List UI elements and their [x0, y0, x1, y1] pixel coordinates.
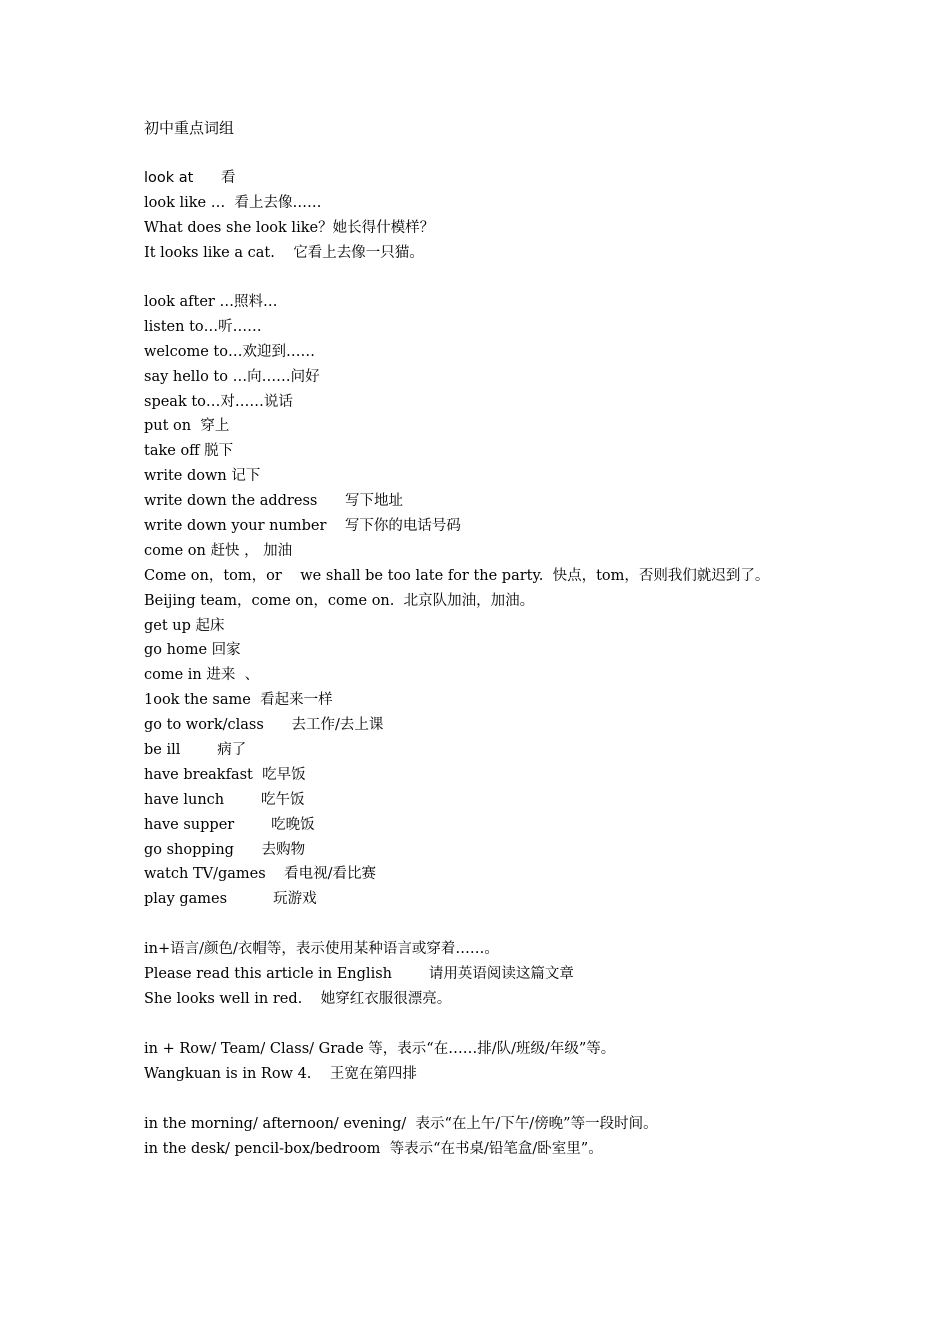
- phrase-line: look at 看: [144, 170, 236, 186]
- phrase-line: have supper 吃晚饭: [144, 816, 315, 833]
- phrase-line: write down 记下: [144, 468, 261, 485]
- phrase-line: have breakfast 吃早饭: [144, 766, 306, 783]
- phrase-group-in-time-place: [144, 1112, 658, 1162]
- phrase-line: come on 赶快 ， 加油: [144, 542, 293, 559]
- phrase-line: What does she look like？她长得什模样？: [144, 219, 435, 236]
- phrase-line: write down the address 写下地址: [144, 493, 403, 510]
- phrase-line: Come on，tom，or we shall be too late for the party. 快点，tom，否则我们就迟到了。: [144, 567, 770, 584]
- phrase-line: welcome to…欢迎到……: [144, 343, 315, 360]
- page-title: 初中重点词组: [144, 119, 235, 137]
- phrase-group-look: [144, 166, 434, 266]
- phrase-line: look after …照料…: [144, 294, 278, 310]
- phrase-line: speak to…对……说话: [144, 393, 293, 410]
- phrase-group-verbs: [144, 290, 769, 912]
- phrase-line: look like … 看上去像……: [144, 194, 322, 211]
- phrase-line: in the morning/ afternoon/ evening/ 表示“在上午/下午/傍晚”等一段时间。: [144, 1116, 658, 1132]
- phrase-line: write down your number 写下你的电话号码: [144, 518, 461, 535]
- phrase-line: go home 回家: [144, 642, 241, 659]
- phrase-line: Please read this article in English 请用英语阅读这篇文章: [144, 965, 574, 982]
- phrase-line: 1ook the same 看起来一样: [144, 692, 333, 709]
- phrase-line: Wangkuan is in Row 4. 王宽在第四排: [144, 1065, 417, 1082]
- phrase-line: play games 玩游戏: [144, 891, 317, 908]
- phrase-line: in+语言/颜色/衣帽等，表示使用某种语言或穿着……。: [144, 941, 499, 957]
- phrase-line: Beijing team，come on，come on. 北京队加油，加油。: [144, 592, 535, 609]
- phrase-line: in + Row/ Team/ Class/ Grade 等，表示“在……排/队/班级/年级”等。: [144, 1041, 616, 1057]
- phrase-line: take off 脱下: [144, 443, 234, 460]
- phrase-line: go to work/class 去工作/去上课: [144, 717, 384, 734]
- phrase-line: listen to…听……: [144, 318, 262, 335]
- phrase-line: watch TV/games 看电视/看比赛: [144, 866, 376, 883]
- phrase-line: get up 起床: [144, 617, 225, 634]
- phrase-line: be ill 病了: [144, 742, 247, 759]
- phrase-line: say hello to …向……问好: [144, 368, 320, 385]
- phrase-line: put on 穿上: [144, 418, 230, 435]
- phrase-line: go shopping 去购物: [144, 841, 306, 858]
- phrase-line: in the desk/ pencil-box/bedroom 等表示“在书桌/铅笔盒/卧室里”。: [144, 1140, 603, 1157]
- phrase-line: come in 进来 、: [144, 667, 260, 684]
- phrase-line: have lunch 吃午饭: [144, 791, 305, 808]
- phrase-group-in-row: [144, 1037, 615, 1087]
- phrase-line: It looks like a cat. 它看上去像一只猫。: [144, 244, 424, 261]
- phrase-line: She looks well in red. 她穿红衣服很漂亮。: [144, 990, 452, 1007]
- phrase-group-in-language: [144, 937, 574, 1012]
